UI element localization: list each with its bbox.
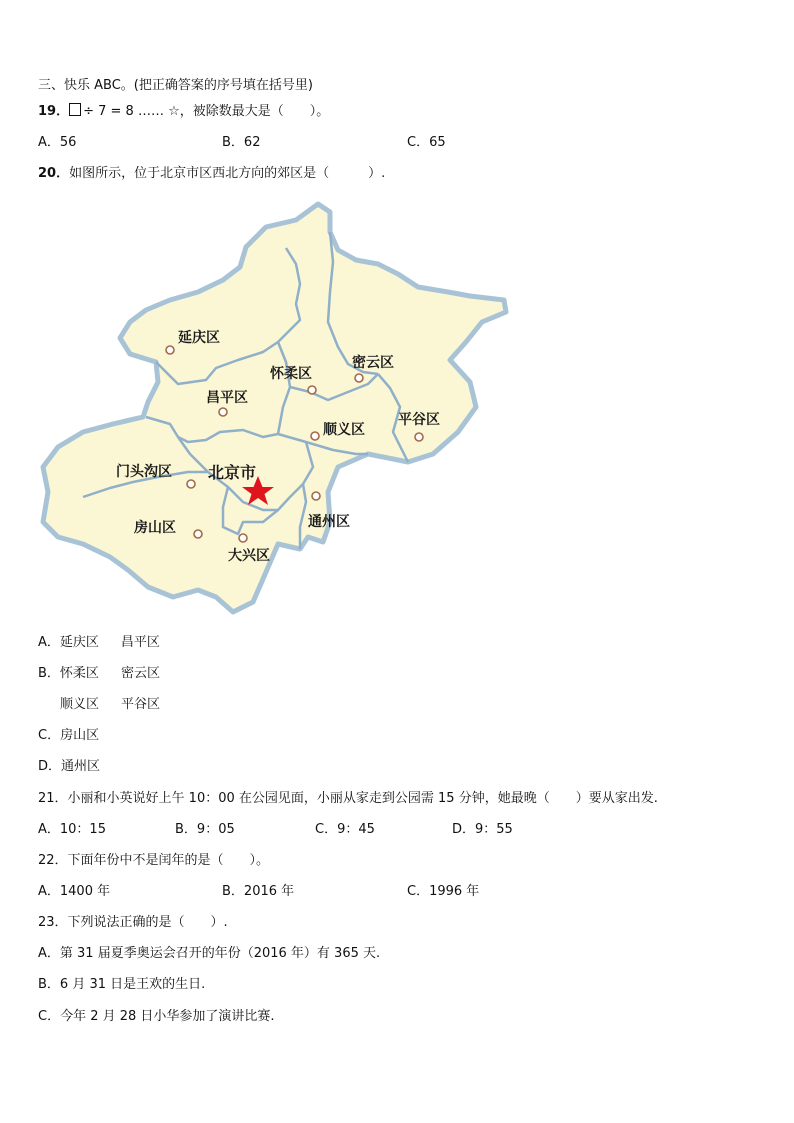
option-a[interactable]: A．1400 年	[38, 884, 111, 899]
option-text: 怀柔区	[59, 666, 99, 681]
question-22: 22．下面年份中不是闰年的是（ ）。	[38, 853, 270, 868]
option-text: 平谷区	[121, 697, 161, 712]
option-text: 密云区	[120, 666, 160, 681]
section-title: 三、快乐 ABC。(把正确答案的序号填在括号里)	[38, 78, 313, 93]
label-daxing: 大兴区	[228, 548, 270, 564]
district-dot	[308, 386, 316, 394]
district-dot	[194, 530, 202, 538]
option-b[interactable]: B．62	[222, 135, 261, 150]
option-c[interactable]: C．1996 年	[407, 884, 480, 899]
question-19	[38, 103, 329, 121]
option-b[interactable]: B．6 月 31 日是王欢的生日.	[38, 977, 206, 992]
district-dot	[355, 374, 363, 382]
district-dot	[415, 433, 423, 441]
district-dot	[311, 432, 319, 440]
option-c[interactable]: C．房山区	[38, 728, 100, 743]
option-b[interactable]	[38, 665, 160, 683]
question-number: 19．	[38, 104, 70, 119]
option-c[interactable]: C．9：45	[315, 822, 375, 837]
district-dot	[166, 346, 174, 354]
option-a[interactable]: A．10：15	[38, 822, 106, 837]
option-a[interactable]: A．56	[38, 135, 77, 150]
label-huairou: 怀柔区	[270, 366, 312, 382]
option-text: 顺义区	[60, 697, 100, 712]
beijing-district-map	[38, 192, 518, 617]
map-outline	[43, 204, 506, 612]
option-b-continued[interactable]	[60, 696, 160, 714]
option-c[interactable]: C．今年 2 月 28 日小华参加了演讲比赛.	[38, 1009, 275, 1024]
question-text: 如图所示，位于北京市区西北方向的郊区是（ ）.	[69, 166, 386, 181]
question-21: 21．小丽和小英说好上午 10：00 在公园见面，小丽从家走到公园需 15 分钟，她最晚（ ）要从家出发.	[38, 791, 658, 806]
label-yanqing: 延庆区	[178, 330, 220, 346]
option-b[interactable]: B．9：05	[175, 822, 235, 837]
district-dot	[187, 480, 195, 488]
option-d[interactable]: D．9：55	[452, 822, 513, 837]
label-beijing: 北京市	[208, 463, 257, 482]
district-dot	[312, 492, 320, 500]
option-d[interactable]: D．通州区	[38, 759, 101, 774]
option-a[interactable]: A．第 31 届夏季奥运会召开的年份（2016 年）有 365 天.	[38, 946, 381, 961]
option-c[interactable]: C．65	[407, 135, 446, 150]
option-text: 延庆区	[59, 635, 99, 650]
option-a[interactable]	[38, 634, 160, 652]
question-23: 23．下列说法正确的是（ ）.	[38, 915, 228, 930]
label-miyun: 密云区	[352, 355, 394, 371]
label-pinggu: 平谷区	[398, 412, 440, 428]
district-dot	[239, 534, 247, 542]
question-number: 20．	[38, 166, 70, 181]
label-fangshan: 房山区	[134, 520, 176, 536]
label-changping: 昌平区	[206, 390, 248, 406]
option-text: 昌平区	[120, 635, 160, 650]
option-letter: B．	[38, 666, 60, 681]
label-tongzhou: 通州区	[308, 514, 350, 530]
option-letter: A．	[38, 635, 60, 650]
question-20	[38, 165, 385, 183]
label-shunyi: 顺义区	[323, 422, 365, 438]
district-dot	[219, 408, 227, 416]
option-b[interactable]: B．2016 年	[222, 884, 295, 899]
question-text: ÷ 7 = 8 …… ☆，被除数最大是（ ）。	[83, 104, 330, 119]
label-mentougou: 门头沟区	[116, 464, 172, 480]
blank-box-icon	[69, 103, 81, 116]
